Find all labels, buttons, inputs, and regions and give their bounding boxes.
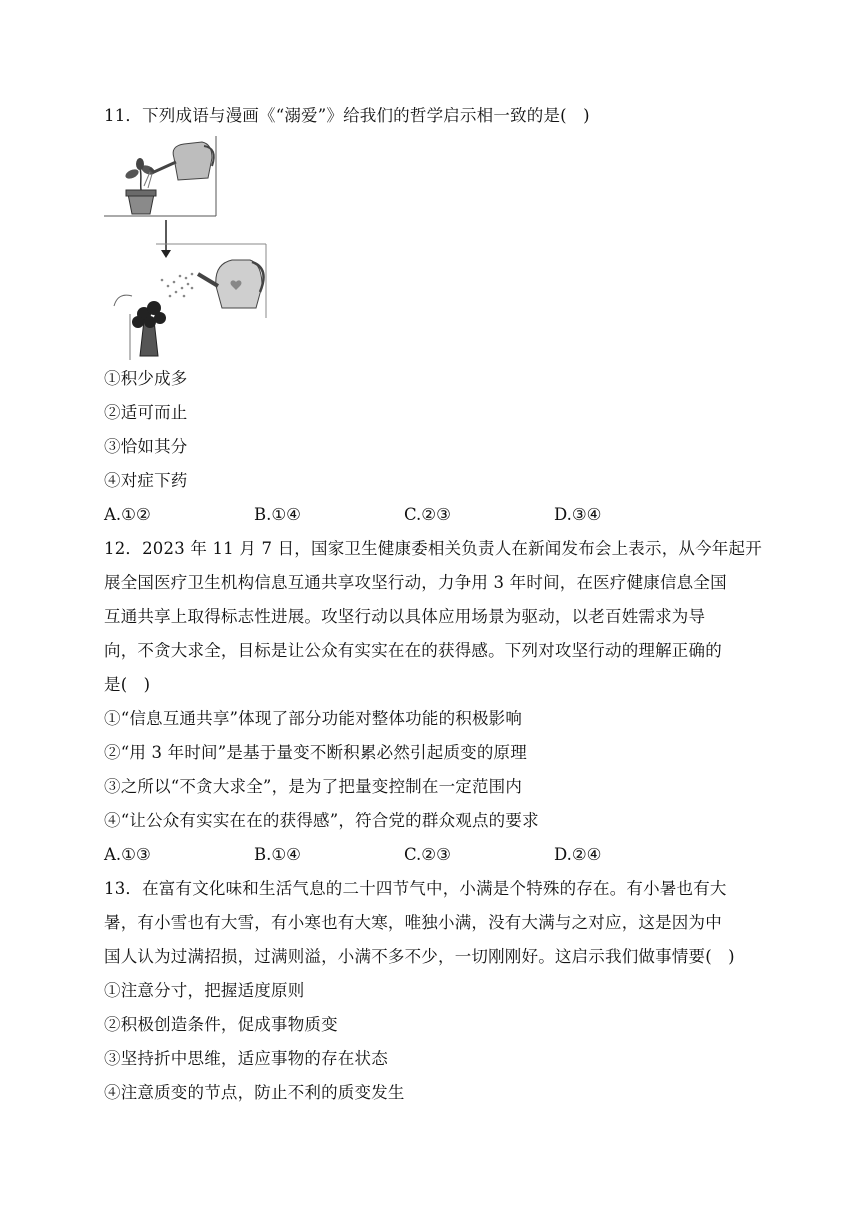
q11-item-3: ③恰如其分 bbox=[104, 437, 188, 456]
q13-item-1: ①注意分寸，把握适度原则 bbox=[104, 981, 305, 1000]
q13-stem-line-2: 暑，有小雪也有大雪，有小寒也有大寒，唯独小满，没有大满与之对应，这是因为中 bbox=[104, 913, 722, 932]
q13-item-4: ④注意质变的节点，防止不利的质变发生 bbox=[104, 1083, 405, 1102]
q11-option-d[interactable]: D.③④ bbox=[554, 505, 602, 524]
q12-stem-line-4: 向，不贪大求全，目标是让公众有实实在在的获得感。下列对攻坚行动的理解正确的 bbox=[104, 641, 722, 660]
q11-item-1: ①积少成多 bbox=[104, 369, 188, 388]
q12-stem-line-1: 12．2023 年 11 月 7 日，国家卫生健康委相关负责人在新闻发布会上表示，从今年起开 bbox=[104, 539, 762, 558]
q12-item-3: ③之所以“不贪大求全”，是为了把量变控制在一定范围内 bbox=[104, 777, 523, 796]
q13-stem-line-3: 国人认为过满招损，过满则溢，小满不多不少，一切刚刚好。这启示我们做事情要( ) bbox=[104, 947, 735, 966]
q12-stem-line-5: 是( ) bbox=[104, 675, 151, 694]
q12-item-4: ④“让公众有实实在在的获得感”，符合党的群众观点的要求 bbox=[104, 811, 539, 830]
q12-option-a[interactable]: A.①③ bbox=[104, 845, 151, 864]
q12-option-d[interactable]: D.②④ bbox=[554, 845, 602, 864]
q13-stem-line-1: 13．在富有文化味和生活气息的二十四节气中，小满是个特殊的存在。有小暑也有大 bbox=[104, 879, 727, 898]
q11-item-4: ④对症下药 bbox=[104, 471, 188, 490]
cartoon-doting-illustration bbox=[104, 136, 270, 360]
q12-item-2: ②“用 3 年时间”是基于量变不断积累必然引起质变的原理 bbox=[104, 743, 527, 762]
q11-option-a[interactable]: A.①② bbox=[104, 505, 151, 524]
q12-stem-line-3: 互通共享上取得标志性进展。攻坚行动以具体应用场景为驱动，以老百姓需求为导 bbox=[104, 607, 706, 626]
q11-option-c[interactable]: C.②③ bbox=[404, 505, 451, 524]
q12-stem-line-2: 展全国医疗卫生机构信息互通共享攻坚行动，力争用 3 年时间，在医疗健康信息全国 bbox=[104, 573, 727, 592]
q11-item-2: ②适可而止 bbox=[104, 403, 188, 422]
q13-item-2: ②积极创造条件，促成事物质变 bbox=[104, 1015, 338, 1034]
q12-option-b[interactable]: B.①④ bbox=[254, 845, 301, 864]
q11-stem: 11．下列成语与漫画《“溺爱”》给我们的哲学启示相一致的是( ) bbox=[104, 106, 590, 125]
q13-item-3: ③坚持折中思维，适应事物的存在状态 bbox=[104, 1049, 388, 1068]
q12-item-1: ①“信息互通共享”体现了部分功能对整体功能的积极影响 bbox=[104, 709, 523, 728]
q12-option-c[interactable]: C.②③ bbox=[404, 845, 451, 864]
q11-option-b[interactable]: B.①④ bbox=[254, 505, 301, 524]
